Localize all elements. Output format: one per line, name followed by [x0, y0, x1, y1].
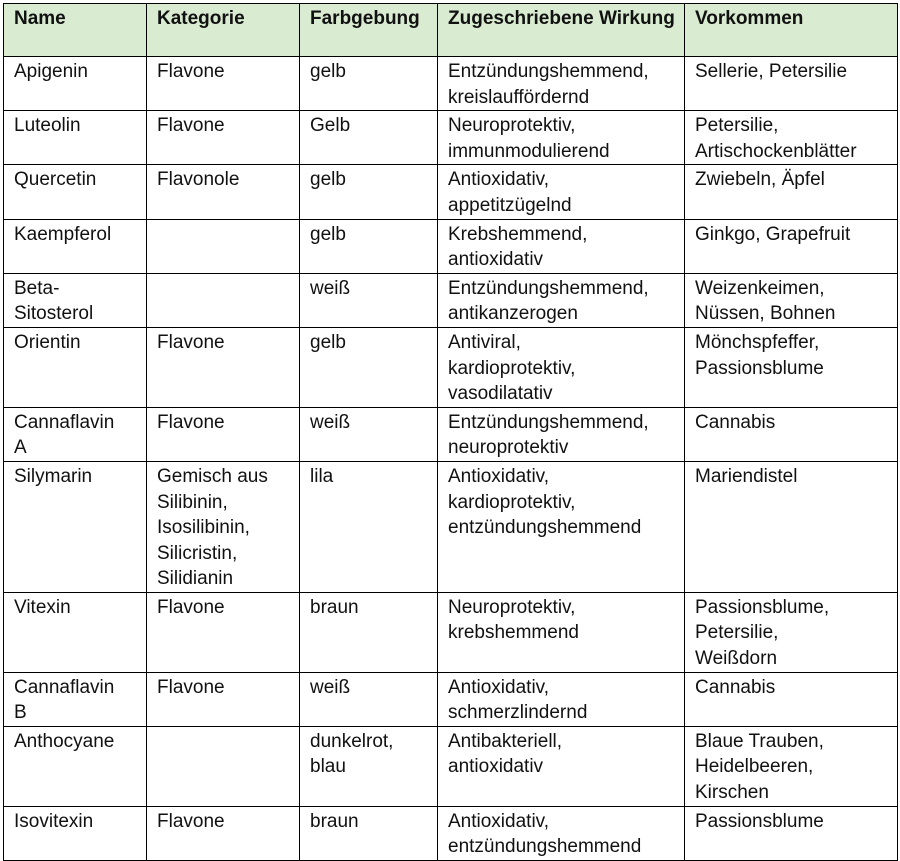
cell-line: Flavone [157, 810, 225, 832]
cell-line: Neuroprotektiv, [448, 596, 576, 618]
cell-line: Petersilie, [695, 622, 779, 644]
header-kategorie: Kategorie [147, 4, 300, 57]
cell-line: Anthocyane [14, 730, 115, 752]
cell-line: Cannaflavin [14, 676, 115, 698]
cell-kategorie [147, 461, 300, 592]
cell-kategorie [147, 327, 300, 407]
cell-line: Antibakteriell, [448, 730, 563, 752]
table-row [4, 461, 898, 592]
cell-line: Orientin [14, 331, 81, 353]
cell-line: Gelb [310, 115, 351, 137]
cell-line: blau [310, 756, 346, 778]
cell-line: gelb [310, 61, 346, 82]
cell-farbgebung [300, 57, 438, 111]
cell-kategorie [147, 57, 300, 111]
cell-line: Quercetin [14, 169, 97, 191]
cell-farbgebung [300, 806, 438, 860]
cell-line: Petersilie, [695, 115, 779, 137]
cell-line: Flavone [157, 596, 225, 618]
cell-line: Apigenin [14, 61, 88, 82]
cell-farbgebung [300, 461, 438, 592]
cell-farbgebung [300, 672, 438, 726]
header-farbgebung: Farbgebung [300, 4, 438, 57]
cell-name [4, 165, 147, 219]
cell-line: gelb [310, 169, 346, 191]
cell-line: kardioprotektiv, [448, 357, 576, 379]
cell-line: neuroprotektiv [448, 437, 569, 459]
cell-name [4, 672, 147, 726]
cell-kategorie [147, 592, 300, 672]
cell-line: weiß [310, 676, 351, 698]
cell-line: Cannaflavin [14, 411, 115, 433]
cell-line: braun [310, 810, 359, 832]
cell-line: dunkelrot, [310, 730, 394, 752]
cell-line: braun [310, 596, 359, 618]
cell-line: antikanzerogen [448, 303, 578, 325]
cell-wirkung [438, 273, 685, 327]
cell-wirkung [438, 407, 685, 461]
cell-wirkung [438, 327, 685, 407]
cell-line: Cannabis [695, 676, 776, 698]
header-name: Name [4, 4, 147, 57]
cell-kategorie [147, 165, 300, 219]
cell-vorkommen [685, 327, 898, 407]
cell-vorkommen [685, 219, 898, 273]
cell-name [4, 273, 147, 327]
cell-line: Flavonole [157, 169, 240, 191]
cell-kategorie [147, 672, 300, 726]
cell-line: kardioprotektiv, [448, 491, 576, 513]
cell-line: Entzündungshemmend, [448, 277, 649, 299]
cell-line: antioxidativ [448, 249, 544, 271]
cell-wirkung [438, 806, 685, 860]
cell-farbgebung [300, 327, 438, 407]
table-row [4, 726, 898, 806]
cell-line: Antiviral, [448, 331, 521, 353]
cell-line: Antioxidativ, [448, 465, 550, 487]
cell-line: krebshemmend [448, 622, 579, 644]
cell-farbgebung [300, 592, 438, 672]
cell-line: Antioxidativ, [448, 169, 550, 191]
flavonoid-table [3, 3, 898, 861]
cell-line: Weißdorn [695, 648, 778, 670]
cell-wirkung [438, 165, 685, 219]
table-row [4, 111, 898, 165]
cell-line: Silibinin, [157, 491, 228, 513]
cell-line: Flavone [157, 115, 225, 137]
cell-line: Flavone [157, 676, 225, 698]
table-row [4, 165, 898, 219]
cell-line: Passionsblume, [695, 596, 830, 618]
cell-name [4, 111, 147, 165]
cell-name [4, 57, 147, 111]
cell-vorkommen [685, 461, 898, 592]
cell-name [4, 592, 147, 672]
header-wirkung: Zugeschriebene Wirkung [438, 4, 685, 57]
cell-line: Flavone [157, 411, 225, 433]
table-row [4, 806, 898, 860]
cell-vorkommen [685, 111, 898, 165]
cell-line: Artischockenblätter [695, 140, 857, 162]
cell-line: gelb [310, 331, 346, 353]
cell-line: Sitosterol [14, 303, 94, 325]
cell-farbgebung [300, 273, 438, 327]
table-row [4, 592, 898, 672]
cell-line: Silidianin [157, 568, 234, 590]
cell-kategorie [147, 111, 300, 165]
cell-wirkung [438, 111, 685, 165]
cell-wirkung [438, 461, 685, 592]
cell-farbgebung [300, 407, 438, 461]
cell-kategorie [147, 407, 300, 461]
cell-line: Kirschen [695, 782, 769, 804]
cell-line: weiß [310, 277, 351, 299]
cell-line: Neuroprotektiv, [448, 115, 576, 137]
cell-line: Silymarin [14, 465, 93, 487]
cell-vorkommen [685, 57, 898, 111]
cell-vorkommen [685, 672, 898, 726]
cell-wirkung [438, 726, 685, 806]
cell-line: Isosilibinin, [157, 517, 250, 539]
cell-name [4, 461, 147, 592]
cell-line: Zwiebeln, Äpfel [695, 169, 825, 191]
cell-kategorie [147, 726, 300, 806]
cell-wirkung [438, 219, 685, 273]
cell-line: entzündungshemmend [448, 517, 642, 539]
cell-line: Beta- [14, 277, 60, 299]
cell-line: vasodilatativ [448, 383, 553, 405]
cell-line: Passionsblume [695, 810, 824, 832]
cell-kategorie [147, 273, 300, 327]
cell-name [4, 327, 147, 407]
cell-line: weiß [310, 411, 351, 433]
cell-line: Blaue Trauben, [695, 730, 824, 752]
cell-farbgebung [300, 111, 438, 165]
cell-line: schmerzlindernd [448, 702, 588, 724]
cell-line: Luteolin [14, 115, 81, 137]
table-row [4, 57, 898, 111]
cell-farbgebung [300, 165, 438, 219]
cell-line: Isovitexin [14, 810, 94, 832]
cell-line: gelb [310, 223, 346, 245]
cell-line: Gemisch aus [157, 465, 268, 487]
cell-line: Heidelbeeren, [695, 756, 814, 778]
cell-line: appetitzügelnd [448, 194, 572, 216]
cell-line: Sellerie, Petersilie [695, 61, 848, 82]
table-row [4, 219, 898, 273]
table-header-row [4, 4, 898, 57]
cell-line: Krebshemmend, [448, 223, 588, 245]
cell-line: Weizenkeimen, [695, 277, 825, 299]
cell-line: Mönchspfeffer, [695, 331, 820, 353]
cell-line: Passionsblume [695, 357, 824, 379]
cell-farbgebung [300, 726, 438, 806]
cell-line: kreislauffördernd [448, 86, 590, 108]
cell-line: Flavone [157, 61, 225, 82]
header-vorkommen: Vorkommen [685, 4, 898, 57]
cell-line: Vitexin [14, 596, 71, 618]
cell-line: Kaempferol [14, 223, 112, 245]
cell-line: entzündungshemmend [448, 836, 642, 858]
table-row [4, 672, 898, 726]
table-row [4, 273, 898, 327]
cell-line: Cannabis [695, 411, 776, 433]
cell-line: immunmodulierend [448, 140, 610, 162]
cell-line: Silicristin, [157, 542, 238, 564]
cell-farbgebung [300, 219, 438, 273]
cell-vorkommen [685, 592, 898, 672]
cell-line: Mariendistel [695, 465, 798, 487]
cell-kategorie [147, 806, 300, 860]
cell-vorkommen [685, 165, 898, 219]
cell-name [4, 219, 147, 273]
cell-line: Entzündungshemmend, [448, 411, 649, 433]
cell-line: Antioxidativ, [448, 676, 550, 698]
cell-wirkung [438, 592, 685, 672]
cell-vorkommen [685, 407, 898, 461]
table-row [4, 327, 898, 407]
cell-wirkung [438, 672, 685, 726]
cell-name [4, 806, 147, 860]
cell-kategorie [147, 219, 300, 273]
cell-vorkommen [685, 273, 898, 327]
cell-vorkommen [685, 806, 898, 860]
cell-wirkung [438, 57, 685, 111]
cell-name [4, 726, 147, 806]
table-row [4, 407, 898, 461]
cell-line: Flavone [157, 331, 225, 353]
cell-line: Ginkgo, Grapefruit [695, 223, 851, 245]
cell-line: A [14, 437, 27, 459]
cell-line: Antioxidativ, [448, 810, 550, 832]
cell-line: lila [310, 465, 334, 487]
cell-line: B [14, 702, 27, 724]
cell-line: Nüssen, Bohnen [695, 303, 836, 325]
cell-line: Entzündungshemmend, [448, 61, 649, 82]
cell-vorkommen [685, 726, 898, 806]
table-body [4, 57, 898, 861]
cell-name [4, 407, 147, 461]
cell-line: antioxidativ [448, 756, 544, 778]
